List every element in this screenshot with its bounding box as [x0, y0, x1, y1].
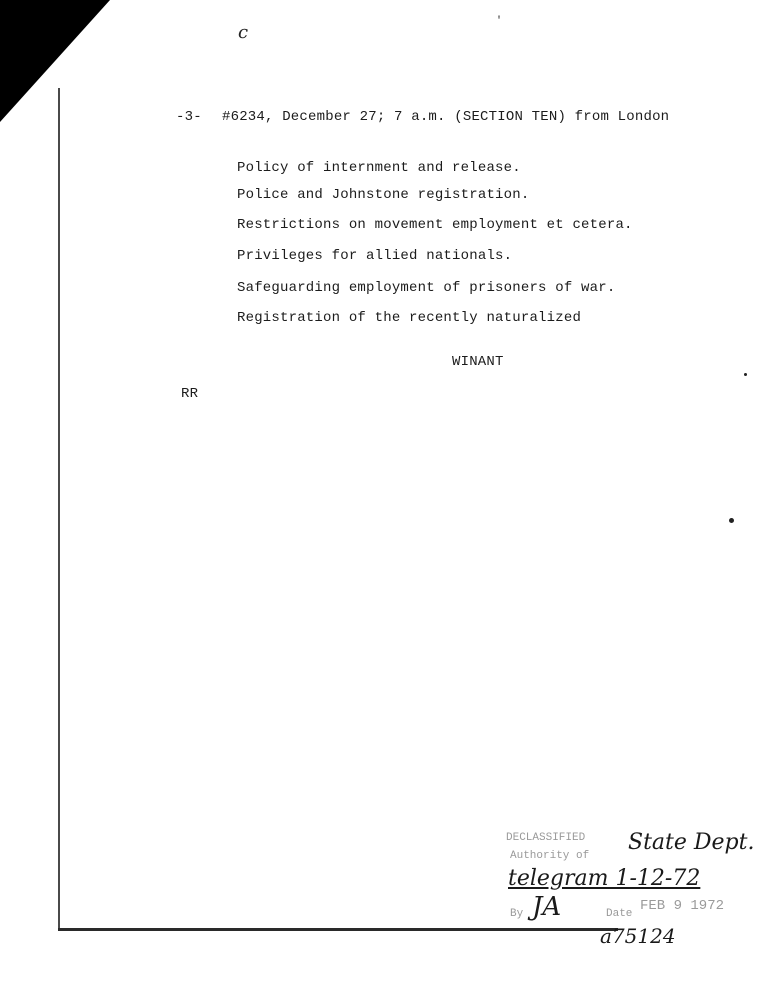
list-item: Restrictions on movement employment et cetera.	[237, 217, 633, 233]
page-number: -3-	[176, 109, 202, 125]
initials-rr: RR	[181, 386, 199, 402]
declassification-stamp	[500, 828, 762, 948]
signature-winant: WINANT	[452, 354, 504, 370]
left-page-edge	[58, 88, 60, 928]
pencil-mark-c: c	[238, 22, 249, 43]
list-item: Police and Johnstone registration.	[237, 187, 530, 203]
date-value: FEB 9 1972	[640, 898, 725, 914]
pencil-mark-tick: ′	[496, 16, 503, 27]
telegram-handwriting: telegram 1-12-72	[508, 866, 701, 891]
by-label: By	[510, 908, 524, 920]
telegram-heading: #6234, December 27; 7 a.m. (SECTION TEN) from London	[222, 109, 670, 125]
dark-corner-shadow	[0, 0, 110, 122]
list-item: Policy of internment and release.	[237, 160, 521, 176]
list-item: Privileges for allied nationals.	[237, 248, 513, 264]
stray-dot	[744, 373, 747, 376]
code-handwriting: a75124	[600, 924, 676, 948]
list-item: Safeguarding employment of prisoners of war.	[237, 280, 616, 296]
authority-label: Authority of	[510, 850, 590, 862]
date-label: Date	[606, 908, 633, 920]
stray-dot	[729, 518, 734, 523]
declassified-label: DECLASSIFIED	[506, 832, 586, 844]
list-item: Registration of the recently naturalized	[237, 310, 582, 326]
authority-handwriting: State Dept.	[628, 830, 755, 855]
by-initials-handwriting: JA	[532, 892, 562, 922]
